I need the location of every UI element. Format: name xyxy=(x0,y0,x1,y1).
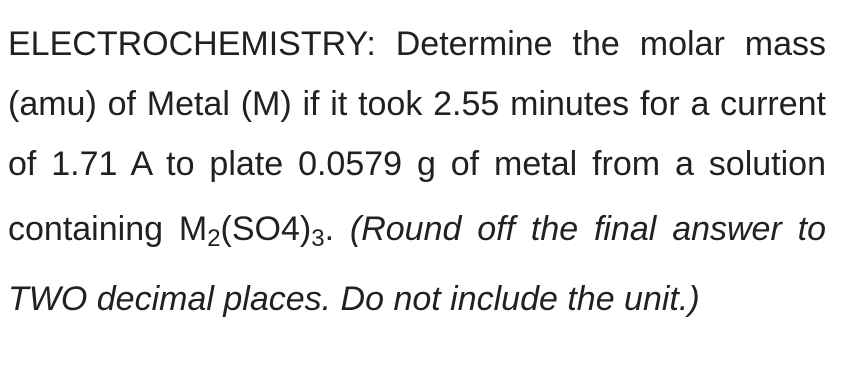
rounding-instruction: (Round off the final answer to TWO decimal places. Do not include the unit.) xyxy=(8,210,826,318)
formula-subscript-2: 2 xyxy=(207,225,221,252)
formula-period: . xyxy=(324,210,350,248)
formula-sulfate-group: (SO4) xyxy=(220,210,312,248)
question-text xyxy=(8,14,826,334)
formula-metal-symbol: M xyxy=(178,210,208,248)
question-prefix: ELECTROCHEMISTRY: Determine the molar mass (amu) of Metal (M) if it took 2.55 minutes for a current of 1.71 A to plate 0.0579 g of metal from a solution containing xyxy=(8,25,826,248)
formula-subscript-3: 3 xyxy=(311,225,325,252)
